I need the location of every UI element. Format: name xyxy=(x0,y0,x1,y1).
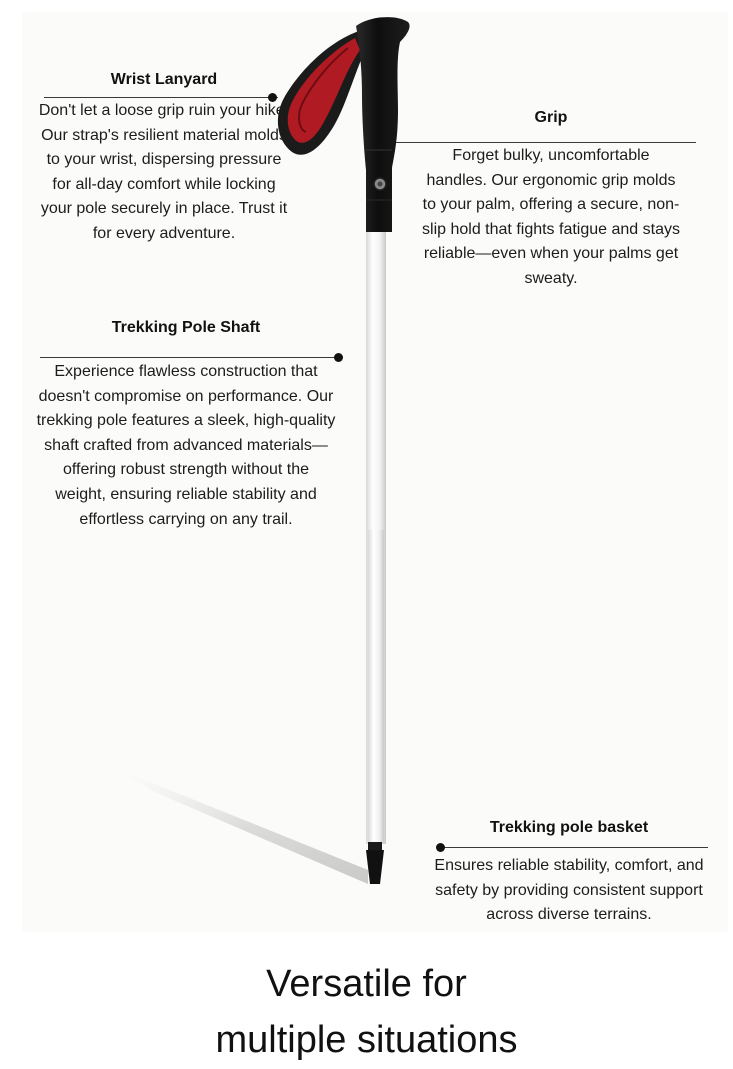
headline-line-1: Versatile for xyxy=(266,963,467,1005)
basket-callout-line xyxy=(440,847,708,848)
pole-tip xyxy=(366,842,384,884)
shaft-description: Experience flawless construction that doesn't compromise on performance. Our trekking pole features a sleek, high-quality shaft crafted from advanced materials—offering robust strength without the weight, ensuring reliable stability and effortless carrying on any trail. xyxy=(36,363,336,528)
basket-title: Trekking pole basket xyxy=(489,819,649,836)
grip-description: Forget bulky, uncomfortable handles. Our ergonomic grip molds to your palm, offering a secure, non-slip hold that fights fatigue and stays reliable—even when your palms get sweaty. xyxy=(422,147,680,287)
feature-basket xyxy=(418,818,720,928)
wrist-lanyard-callout-line xyxy=(44,97,278,98)
grip-callout-line xyxy=(396,142,696,143)
feature-wrist-lanyard xyxy=(38,70,290,247)
wrist-lanyard-strap xyxy=(278,30,366,155)
shaft-title: Trekking Pole Shaft xyxy=(111,319,261,336)
wrist-lanyard-description: Don't let a loose grip ruin your hike. Our strap's resilient material molds to your wrist, dispersing pressure for all-day comfort while locking your pole securely in place. Trust it for every adventure. xyxy=(38,102,290,242)
grip-handle xyxy=(356,17,410,232)
shaft-callout-dot xyxy=(334,353,343,362)
shaft-callout-line xyxy=(40,357,338,358)
pole-shadow xyxy=(120,770,368,884)
feature-shaft xyxy=(36,318,336,532)
basket-callout-dot xyxy=(436,843,445,852)
wrist-lanyard-callout-dot xyxy=(268,93,277,102)
feature-grip xyxy=(420,108,682,292)
pole-lower-shaft xyxy=(368,530,384,844)
wrist-lanyard-title: Wrist Lanyard xyxy=(110,71,218,88)
headline-line-2: multiple situations xyxy=(215,1019,518,1061)
grip-title: Grip xyxy=(534,109,568,126)
basket-description: Ensures reliable stability, comfort, and safety by providing consistent support across diverse terrains. xyxy=(434,857,704,924)
